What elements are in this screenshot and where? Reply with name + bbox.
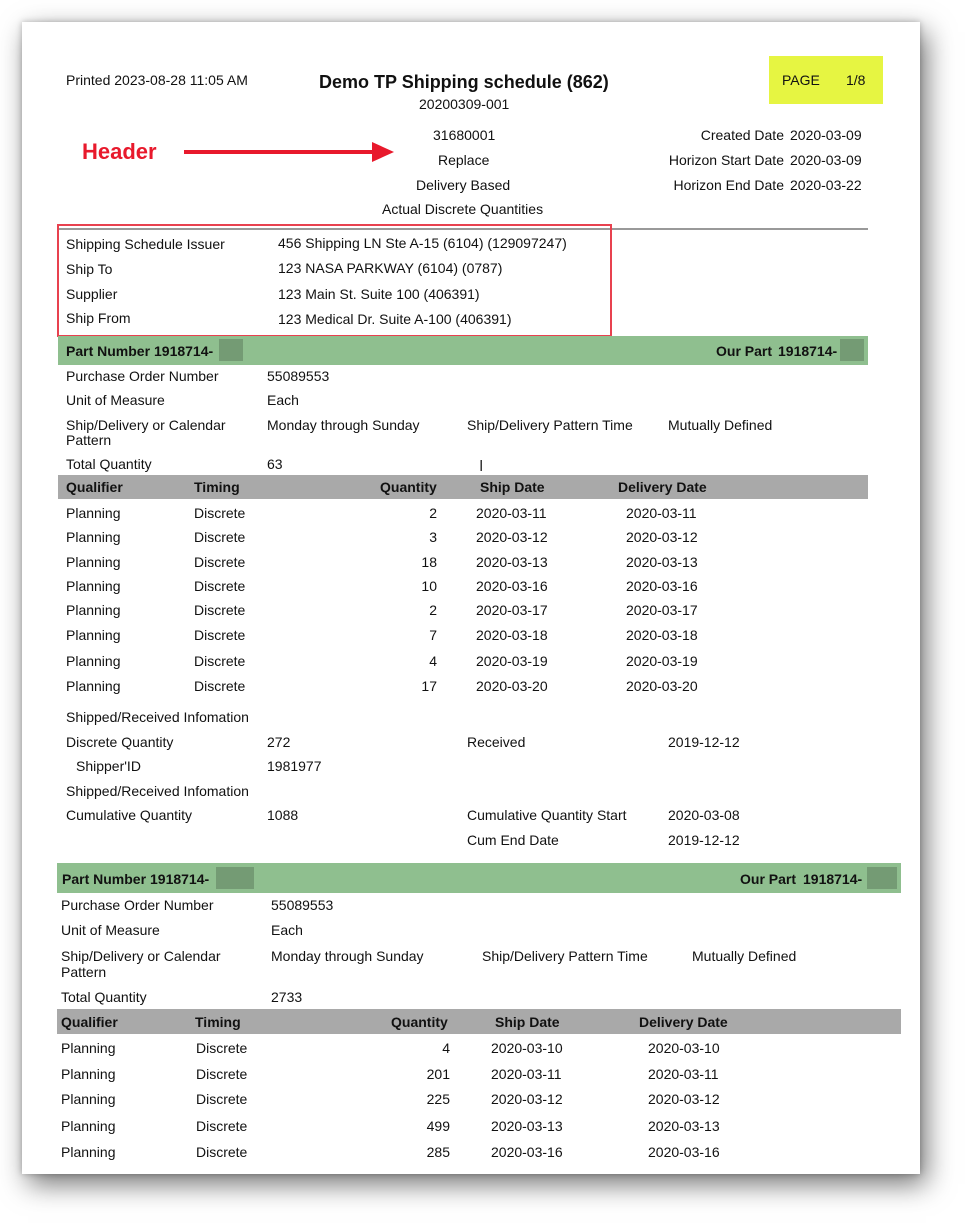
- row-timing: Discrete: [194, 627, 246, 643]
- text-cursor-icon: I: [479, 458, 484, 475]
- row-delivery-date: 2020-03-11: [648, 1066, 719, 1082]
- po-label: Purchase Order Number: [66, 368, 219, 384]
- row-quantity: 4: [442, 1040, 450, 1056]
- col-ship-date: Ship Date: [480, 479, 545, 495]
- party-value: 123 NASA PARKWAY (6104) (0787): [278, 260, 503, 276]
- row-quantity: 225: [426, 1091, 450, 1107]
- row-timing: Discrete: [194, 578, 246, 594]
- row-qualifier: Planning: [61, 1066, 116, 1082]
- schedule-table-header: [58, 475, 868, 499]
- row-timing: Discrete: [194, 505, 246, 521]
- pattern-value: Monday through Sunday: [271, 948, 424, 964]
- pattern-label: Ship/Delivery or Calendar: [66, 417, 226, 433]
- part-number-label: Part Number: [66, 343, 151, 359]
- reference-number: 31680001: [433, 127, 496, 143]
- redaction-mask: [219, 339, 243, 361]
- row-ship-date: 2020-03-17: [476, 602, 548, 618]
- page-indicator: [769, 56, 883, 104]
- quantity-type: Actual Discrete Quantities: [382, 201, 544, 217]
- col-timing: Timing: [194, 479, 240, 495]
- row-timing: Discrete: [194, 602, 246, 618]
- row-delivery-date: 2020-03-12: [626, 529, 698, 545]
- po-label: Purchase Order Number: [61, 897, 214, 913]
- row-delivery-date: 2020-03-11: [626, 505, 697, 521]
- pattern-value: Monday through Sunday: [267, 417, 420, 433]
- row-ship-date: 2020-03-10: [491, 1040, 563, 1056]
- total-qty-value: 63: [267, 456, 283, 472]
- row-timing: Discrete: [194, 678, 246, 694]
- part-header-bar: [57, 863, 901, 893]
- row-qualifier: Planning: [61, 1091, 116, 1107]
- row-ship-date: 2020-03-20: [476, 678, 548, 694]
- party-label: Supplier: [66, 286, 118, 302]
- row-qualifier: Planning: [61, 1040, 116, 1056]
- total-qty-label: Total Quantity: [61, 989, 147, 1005]
- row-quantity: 4: [429, 653, 437, 669]
- row-quantity: 17: [421, 678, 437, 694]
- row-ship-date: 2020-03-12: [476, 529, 548, 545]
- pattern-label: Ship/Delivery or Calendar: [61, 948, 221, 964]
- row-timing: Discrete: [196, 1040, 248, 1056]
- row-qualifier: Planning: [66, 505, 121, 521]
- row-qualifier: Planning: [66, 554, 121, 570]
- row-quantity: 18: [421, 554, 437, 570]
- party-value: 456 Shipping LN Ste A-15 (6104) (129097247): [278, 235, 567, 251]
- party-label: Ship From: [66, 310, 131, 326]
- row-timing: Discrete: [196, 1118, 248, 1134]
- pattern-time-label: Ship/Delivery Pattern Time: [482, 948, 648, 964]
- row-qualifier: Planning: [66, 578, 121, 594]
- document-title: Demo TP Shipping schedule (862): [319, 72, 609, 92]
- horizon-start-value: 2020-03-09: [790, 152, 862, 168]
- our-part-value: 1918714-: [778, 343, 838, 359]
- cum-end-label: Cum End Date: [467, 832, 559, 848]
- col-ship-date: Ship Date: [495, 1014, 560, 1030]
- row-delivery-date: 2020-03-18: [626, 627, 698, 643]
- row-delivery-date: 2020-03-17: [626, 602, 698, 618]
- col-delivery-date: Delivery Date: [618, 479, 707, 495]
- cum-start-label: Cumulative Quantity Start: [467, 807, 627, 823]
- uom-label: Unit of Measure: [61, 922, 160, 938]
- our-part-label: Our Part: [740, 871, 797, 887]
- horizon-end-label: Horizon End Date: [673, 177, 784, 193]
- row-timing: Discrete: [196, 1091, 248, 1107]
- discrete-qty-value: 272: [267, 734, 291, 750]
- party-label: Shipping Schedule Issuer: [66, 236, 225, 252]
- cum-qty-value: 1088: [267, 807, 299, 823]
- cum-end-value: 2019-12-12: [668, 832, 740, 848]
- created-date-value: 2020-03-09: [790, 127, 862, 143]
- part-header-bar: [58, 336, 868, 365]
- row-qualifier: Planning: [66, 653, 121, 669]
- header-annotation-label: Header: [82, 139, 157, 164]
- col-qualifier: Qualifier: [66, 479, 123, 495]
- row-qualifier: Planning: [61, 1118, 116, 1134]
- arrow-right-icon: [372, 142, 394, 162]
- our-part-label: Our Part: [716, 343, 773, 359]
- received-label: Received: [467, 734, 526, 750]
- pattern-label-cont: Pattern: [61, 964, 107, 980]
- row-delivery-date: 2020-03-19: [626, 653, 698, 669]
- row-ship-date: 2020-03-18: [476, 627, 548, 643]
- total-qty-value: 2733: [271, 989, 303, 1005]
- row-ship-date: 2020-03-11: [491, 1066, 562, 1082]
- row-qualifier: Planning: [61, 1144, 116, 1160]
- cum-qty-label: Cumulative Quantity: [66, 807, 193, 823]
- row-timing: Discrete: [194, 653, 246, 669]
- document-id: 20200309-001: [419, 96, 510, 112]
- page-label: PAGE: [782, 72, 820, 88]
- row-quantity: 2: [429, 602, 437, 618]
- printed-timestamp: Printed 2023-08-28 11:05 AM: [66, 72, 248, 88]
- row-timing: Discrete: [196, 1066, 248, 1082]
- pattern-time-value: Mutually Defined: [668, 417, 773, 433]
- col-qualifier: Qualifier: [61, 1014, 118, 1030]
- party-label: Ship To: [66, 261, 113, 277]
- redaction-mask: [216, 867, 254, 889]
- row-qualifier: Planning: [66, 627, 121, 643]
- our-part-value: 1918714-: [803, 871, 863, 887]
- col-timing: Timing: [195, 1014, 241, 1030]
- received-value: 2019-12-12: [668, 734, 740, 750]
- part-number-value: 1918714-: [154, 343, 214, 359]
- party-value: 123 Main St. Suite 100 (406391): [278, 286, 480, 302]
- created-date-label: Created Date: [700, 127, 784, 143]
- uom-value: Each: [267, 392, 299, 408]
- shipper-id-label: Shipper'ID: [76, 758, 141, 774]
- shipped-info-heading: Shipped/Received Infomation: [66, 783, 249, 799]
- annotation-arrow-line: [184, 150, 374, 154]
- uom-label: Unit of Measure: [66, 392, 165, 408]
- shipped-info-heading: Shipped/Received Infomation: [66, 709, 249, 725]
- row-delivery-date: 2020-03-16: [626, 578, 698, 594]
- horizon-start-label: Horizon Start Date: [668, 152, 784, 168]
- po-value: 55089553: [271, 897, 334, 913]
- page-number: 1/8: [846, 72, 866, 88]
- row-delivery-date: 2020-03-13: [626, 554, 698, 570]
- row-qualifier: Planning: [66, 529, 121, 545]
- col-quantity: Quantity: [391, 1014, 448, 1030]
- row-delivery-date: 2020-03-12: [648, 1091, 720, 1107]
- party-value: 123 Medical Dr. Suite A-100 (406391): [278, 311, 512, 327]
- cum-start-value: 2020-03-08: [668, 807, 740, 823]
- shipper-id-value: 1981977: [267, 758, 322, 774]
- document-page: [22, 22, 920, 1174]
- row-ship-date: 2020-03-13: [491, 1118, 563, 1134]
- total-qty-label: Total Quantity: [66, 456, 152, 472]
- row-delivery-date: 2020-03-10: [648, 1040, 720, 1056]
- row-ship-date: 2020-03-11: [476, 505, 547, 521]
- row-timing: Discrete: [196, 1144, 248, 1160]
- row-ship-date: 2020-03-19: [476, 653, 548, 669]
- pattern-time-value: Mutually Defined: [692, 948, 797, 964]
- row-quantity: 201: [426, 1066, 450, 1082]
- row-ship-date: 2020-03-12: [491, 1091, 563, 1107]
- discrete-qty-label: Discrete Quantity: [66, 734, 174, 750]
- row-qualifier: Planning: [66, 678, 121, 694]
- row-quantity: 3: [429, 529, 437, 545]
- po-value: 55089553: [267, 368, 330, 384]
- uom-value: Each: [271, 922, 303, 938]
- schedule-purpose: Replace: [438, 152, 490, 168]
- row-quantity: 2: [429, 505, 437, 521]
- row-qualifier: Planning: [66, 602, 121, 618]
- row-quantity: 499: [426, 1118, 450, 1134]
- pattern-time-label: Ship/Delivery Pattern Time: [467, 417, 633, 433]
- row-timing: Discrete: [194, 554, 246, 570]
- schedule-type: Delivery Based: [416, 177, 511, 193]
- row-quantity: 10: [421, 578, 437, 594]
- schedule-table-header: [57, 1009, 901, 1034]
- part-number-label: Part Number: [62, 871, 147, 887]
- part-number-value: 1918714-: [150, 871, 210, 887]
- redaction-mask: [867, 867, 897, 889]
- horizon-end-value: 2020-03-22: [790, 177, 862, 193]
- col-delivery-date: Delivery Date: [639, 1014, 728, 1030]
- row-quantity: 7: [429, 627, 437, 643]
- row-quantity: 285: [426, 1144, 450, 1160]
- pattern-label-cont: Pattern: [66, 432, 112, 448]
- row-ship-date: 2020-03-16: [476, 578, 548, 594]
- row-delivery-date: 2020-03-20: [626, 678, 698, 694]
- row-ship-date: 2020-03-13: [476, 554, 548, 570]
- col-quantity: Quantity: [380, 479, 437, 495]
- row-ship-date: 2020-03-16: [491, 1144, 563, 1160]
- redaction-mask: [840, 339, 864, 361]
- row-timing: Discrete: [194, 529, 246, 545]
- row-delivery-date: 2020-03-13: [648, 1118, 720, 1134]
- row-delivery-date: 2020-03-16: [648, 1144, 720, 1160]
